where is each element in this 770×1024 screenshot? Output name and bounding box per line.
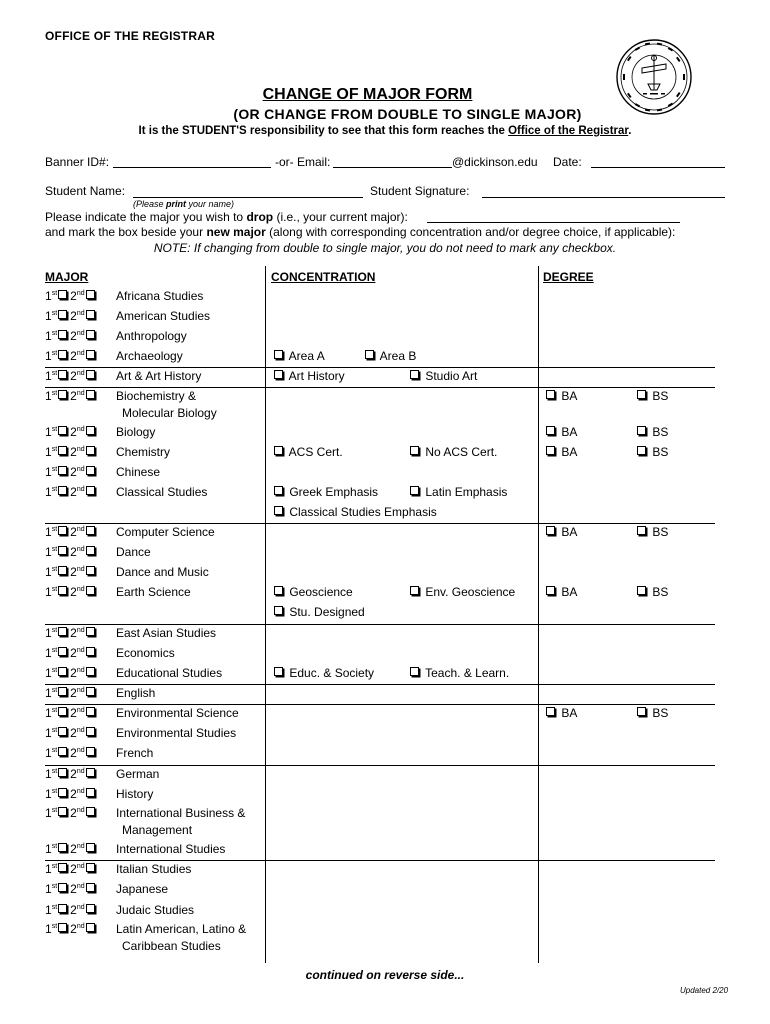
major-name-continued: Molecular Biology bbox=[122, 406, 217, 420]
form-subtitle: (OR CHANGE FROM DOUBLE TO SINGLE MAJOR) bbox=[233, 106, 582, 122]
second-choice-checkbox bbox=[86, 310, 95, 319]
first-choice-checkbox bbox=[58, 486, 67, 495]
row-divider bbox=[45, 704, 715, 705]
degree-option[interactable]: BA bbox=[545, 389, 577, 403]
first-choice-option[interactable]: 1st bbox=[45, 445, 70, 459]
email-field[interactable] bbox=[333, 167, 452, 168]
second-choice-option[interactable]: 2nd bbox=[70, 882, 97, 896]
second-choice-option[interactable]: 2nd bbox=[70, 309, 97, 323]
instructions bbox=[45, 210, 675, 240]
degree-checkbox bbox=[637, 390, 646, 399]
major-name: International Business & bbox=[116, 806, 246, 820]
first-choice-checkbox bbox=[58, 788, 67, 797]
major-choice-boxes[interactable] bbox=[45, 922, 98, 936]
email-label: -or- Email: bbox=[275, 155, 331, 169]
second-choice-option[interactable]: 2nd bbox=[70, 767, 97, 781]
major-choice-boxes[interactable] bbox=[45, 686, 98, 700]
second-choice-option[interactable]: 2nd bbox=[70, 445, 97, 459]
second-choice-option[interactable]: 2nd bbox=[70, 565, 97, 579]
degree-option[interactable]: BA bbox=[545, 425, 577, 439]
second-choice-checkbox bbox=[86, 687, 95, 696]
second-choice-option[interactable]: 2nd bbox=[70, 706, 97, 720]
first-choice-checkbox bbox=[58, 883, 67, 892]
major-name-continued: Caribbean Studies bbox=[122, 939, 221, 953]
second-choice-option[interactable]: 2nd bbox=[70, 903, 97, 917]
major-choice-boxes[interactable] bbox=[45, 425, 98, 439]
major-name: Biochemistry & bbox=[116, 389, 197, 403]
first-choice-checkbox bbox=[58, 390, 67, 399]
second-choice-option[interactable]: 2nd bbox=[70, 666, 97, 680]
continued-note: continued on reverse side... bbox=[305, 968, 465, 982]
second-choice-checkbox bbox=[86, 426, 95, 435]
first-choice-option[interactable]: 1st bbox=[45, 565, 70, 579]
first-choice-checkbox bbox=[58, 586, 67, 595]
major-name: Environmental Studies bbox=[116, 726, 237, 740]
first-choice-option[interactable]: 1st bbox=[45, 842, 70, 856]
major-name: Biology bbox=[116, 425, 156, 439]
student-signature-label: Student Signature: bbox=[370, 184, 470, 198]
date-field[interactable] bbox=[591, 167, 725, 168]
first-choice-option[interactable]: 1st bbox=[45, 806, 70, 820]
student-signature-field[interactable] bbox=[482, 197, 725, 198]
degree-option[interactable]: BA bbox=[545, 706, 577, 720]
concentration-option[interactable]: Geoscience bbox=[273, 585, 353, 599]
second-choice-option[interactable]: 2nd bbox=[70, 646, 97, 660]
row-divider bbox=[45, 624, 715, 625]
major-choice-boxes[interactable] bbox=[45, 445, 98, 459]
concentration-checkbox bbox=[274, 350, 283, 359]
second-choice-option[interactable]: 2nd bbox=[70, 862, 97, 876]
major-choice-boxes[interactable] bbox=[45, 349, 98, 363]
major-choice-boxes[interactable] bbox=[45, 806, 98, 820]
form-title: CHANGE OF MAJOR FORM bbox=[262, 86, 473, 103]
concentration-checkbox bbox=[274, 486, 283, 495]
degree-option[interactable]: BA bbox=[545, 525, 577, 539]
date-label: Date: bbox=[553, 155, 582, 169]
degree-checkbox bbox=[546, 390, 555, 399]
second-choice-option[interactable]: 2nd bbox=[70, 686, 97, 700]
concentration-option[interactable]: Latin Emphasis bbox=[409, 485, 507, 499]
second-choice-checkbox bbox=[86, 647, 95, 656]
first-choice-option[interactable]: 1st bbox=[45, 726, 70, 740]
second-choice-option[interactable]: 2nd bbox=[70, 369, 97, 383]
major-name: Computer Science bbox=[116, 525, 215, 539]
degree-checkbox bbox=[637, 526, 646, 535]
major-choice-boxes[interactable] bbox=[45, 706, 98, 720]
degree-column-header: DEGREE bbox=[543, 270, 594, 284]
degree-option[interactable]: BS bbox=[636, 706, 668, 720]
first-choice-option[interactable]: 1st bbox=[45, 626, 70, 640]
major-choice-boxes[interactable] bbox=[45, 666, 98, 680]
first-choice-checkbox bbox=[58, 370, 67, 379]
degree-option[interactable]: BA bbox=[545, 585, 577, 599]
major-name: French bbox=[116, 746, 154, 760]
major-choice-boxes[interactable] bbox=[45, 289, 98, 303]
second-choice-option[interactable]: 2nd bbox=[70, 465, 97, 479]
degree-checkbox bbox=[637, 707, 646, 716]
concentration-checkbox bbox=[410, 446, 419, 455]
major-name: Chinese bbox=[116, 465, 161, 479]
first-choice-checkbox bbox=[58, 843, 67, 852]
second-choice-checkbox bbox=[86, 883, 95, 892]
degree-option[interactable]: BS bbox=[636, 525, 668, 539]
first-choice-checkbox bbox=[58, 747, 67, 756]
concentration-checkbox bbox=[274, 370, 283, 379]
first-choice-option[interactable]: 1st bbox=[45, 349, 70, 363]
degree-checkbox bbox=[637, 586, 646, 595]
second-choice-checkbox bbox=[86, 526, 95, 535]
concentration-option[interactable]: Art History bbox=[273, 369, 345, 383]
first-choice-option[interactable]: 1st bbox=[45, 706, 70, 720]
concentration-option[interactable]: Env. Geoscience bbox=[409, 585, 515, 599]
double-major-note: NOTE: If changing from double to single major, you do not need to mark any checkbox. bbox=[153, 241, 617, 255]
second-choice-checkbox bbox=[86, 667, 95, 676]
first-choice-option[interactable]: 1st bbox=[45, 585, 70, 599]
first-choice-checkbox bbox=[58, 904, 67, 913]
email-domain: @dickinson.edu bbox=[452, 155, 538, 169]
first-choice-option[interactable]: 1st bbox=[45, 922, 70, 936]
concentration-checkbox bbox=[365, 350, 374, 359]
second-choice-checkbox bbox=[86, 863, 95, 872]
degree-checkbox bbox=[546, 426, 555, 435]
major-name: Archaeology bbox=[116, 349, 183, 363]
row-divider bbox=[45, 367, 715, 368]
concentration-option[interactable]: Educ. & Society bbox=[273, 666, 374, 680]
second-choice-option[interactable]: 2nd bbox=[70, 425, 97, 439]
major-choice-boxes[interactable] bbox=[45, 787, 98, 801]
second-choice-checkbox bbox=[86, 727, 95, 736]
first-choice-checkbox bbox=[58, 707, 67, 716]
concentration-option[interactable]: Stu. Designed bbox=[273, 605, 365, 619]
concentration-option[interactable]: Greek Emphasis bbox=[273, 485, 378, 499]
second-choice-checkbox bbox=[86, 586, 95, 595]
first-choice-checkbox bbox=[58, 863, 67, 872]
major-column-header: MAJOR bbox=[45, 270, 89, 284]
second-choice-checkbox bbox=[86, 330, 95, 339]
concentration-checkbox bbox=[274, 506, 283, 515]
major-choice-boxes[interactable] bbox=[45, 862, 98, 876]
first-choice-option[interactable]: 1st bbox=[45, 666, 70, 680]
major-choice-boxes[interactable] bbox=[45, 329, 98, 343]
major-name: Earth Science bbox=[116, 585, 191, 599]
college-seal-icon bbox=[615, 38, 693, 116]
current-major-field[interactable] bbox=[427, 222, 680, 223]
concentration-option[interactable]: Classical Studies Emphasis bbox=[273, 505, 437, 519]
major-choice-boxes[interactable] bbox=[45, 545, 98, 559]
second-choice-checkbox bbox=[86, 546, 95, 555]
major-choice-boxes[interactable] bbox=[45, 465, 98, 479]
first-choice-option[interactable]: 1st bbox=[45, 465, 70, 479]
new-major-instruction: and mark the box beside your new major (along with corresponding concentration and/or degree choice, if applicable): bbox=[45, 225, 676, 239]
first-choice-option[interactable]: 1st bbox=[45, 425, 70, 439]
first-choice-checkbox bbox=[58, 466, 67, 475]
second-choice-checkbox bbox=[86, 350, 95, 359]
major-name: Italian Studies bbox=[116, 862, 192, 876]
second-choice-checkbox bbox=[86, 290, 95, 299]
second-choice-checkbox bbox=[86, 466, 95, 475]
second-choice-option[interactable]: 2nd bbox=[70, 746, 97, 760]
row-divider bbox=[45, 387, 715, 388]
major-choice-boxes[interactable] bbox=[45, 842, 98, 856]
major-name: Judaic Studies bbox=[116, 903, 195, 917]
first-choice-option[interactable]: 1st bbox=[45, 329, 70, 343]
degree-checkbox bbox=[546, 586, 555, 595]
major-choice-boxes[interactable] bbox=[45, 369, 98, 383]
responsibility-text: It is the STUDENT'S responsibility to see that this form reaches the bbox=[138, 125, 509, 137]
major-choice-boxes[interactable] bbox=[45, 767, 98, 781]
major-name: Latin American, Latino & bbox=[116, 922, 247, 936]
first-choice-checkbox bbox=[58, 290, 67, 299]
concentration-option[interactable]: Area B bbox=[364, 349, 416, 363]
first-choice-checkbox bbox=[58, 446, 67, 455]
first-choice-checkbox bbox=[58, 426, 67, 435]
concentration-option[interactable]: Area A bbox=[273, 349, 325, 363]
major-name: German bbox=[116, 767, 160, 781]
second-choice-checkbox bbox=[86, 843, 95, 852]
second-choice-option[interactable]: 2nd bbox=[70, 545, 97, 559]
first-choice-option[interactable]: 1st bbox=[45, 309, 70, 323]
second-choice-option[interactable]: 2nd bbox=[70, 389, 97, 403]
concentration-checkbox bbox=[274, 606, 283, 615]
first-choice-checkbox bbox=[58, 807, 67, 816]
drop-instruction: Please indicate the major you wish to drop (i.e., your current major): bbox=[45, 210, 408, 224]
row-divider bbox=[45, 765, 715, 766]
major-choice-boxes[interactable] bbox=[45, 565, 98, 579]
major-name: Dance and Music bbox=[116, 565, 209, 579]
major-choice-boxes[interactable] bbox=[45, 485, 98, 499]
major-choice-boxes[interactable] bbox=[45, 389, 98, 403]
first-choice-option[interactable]: 1st bbox=[45, 485, 70, 499]
row-divider bbox=[45, 860, 715, 861]
degree-checkbox bbox=[546, 526, 555, 535]
major-name-continued: Management bbox=[122, 823, 193, 837]
major-name: Environmental Science bbox=[116, 706, 239, 720]
second-choice-option[interactable]: 2nd bbox=[70, 329, 97, 343]
major-name: International Studies bbox=[116, 842, 226, 856]
responsibility-period: . bbox=[628, 125, 632, 137]
concentration-option[interactable]: Teach. & Learn. bbox=[409, 666, 509, 680]
column-divider bbox=[265, 266, 266, 963]
first-choice-option[interactable]: 1st bbox=[45, 882, 70, 896]
first-choice-checkbox bbox=[58, 350, 67, 359]
first-choice-checkbox bbox=[58, 566, 67, 575]
second-choice-option[interactable]: 2nd bbox=[70, 585, 97, 599]
major-name: English bbox=[116, 686, 156, 700]
second-choice-checkbox bbox=[86, 370, 95, 379]
second-choice-checkbox bbox=[86, 446, 95, 455]
major-choice-boxes[interactable] bbox=[45, 525, 98, 539]
first-choice-option[interactable]: 1st bbox=[45, 787, 70, 801]
second-choice-option[interactable]: 2nd bbox=[70, 726, 97, 740]
first-choice-checkbox bbox=[58, 667, 67, 676]
banner-id-field[interactable] bbox=[113, 167, 271, 168]
major-choice-boxes[interactable] bbox=[45, 585, 98, 599]
degree-option[interactable]: BS bbox=[636, 585, 668, 599]
second-choice-option[interactable]: 2nd bbox=[70, 787, 97, 801]
concentration-checkbox bbox=[274, 667, 283, 676]
major-name: Africana Studies bbox=[116, 289, 204, 303]
major-choice-boxes[interactable] bbox=[45, 626, 98, 640]
second-choice-option[interactable]: 2nd bbox=[70, 842, 97, 856]
updated-date: Updated 2/20 bbox=[680, 986, 729, 995]
student-name-field[interactable] bbox=[133, 197, 363, 198]
first-choice-checkbox bbox=[58, 330, 67, 339]
first-choice-option[interactable]: 1st bbox=[45, 686, 70, 700]
degree-checkbox bbox=[637, 446, 646, 455]
second-choice-option[interactable]: 2nd bbox=[70, 349, 97, 363]
second-choice-checkbox bbox=[86, 923, 95, 932]
concentration-checkbox bbox=[410, 486, 419, 495]
student-name-label: Student Name: bbox=[45, 184, 126, 198]
second-choice-checkbox bbox=[86, 768, 95, 777]
first-choice-checkbox bbox=[58, 310, 67, 319]
first-choice-checkbox bbox=[58, 923, 67, 932]
major-name: Economics bbox=[116, 646, 175, 660]
major-choice-boxes[interactable] bbox=[45, 726, 98, 740]
first-choice-option[interactable]: 1st bbox=[45, 289, 70, 303]
concentration-column-header: CONCENTRATION bbox=[271, 270, 376, 284]
major-name: Chemistry bbox=[116, 445, 171, 459]
second-choice-option[interactable]: 2nd bbox=[70, 525, 97, 539]
second-choice-checkbox bbox=[86, 390, 95, 399]
concentration-checkbox bbox=[274, 446, 283, 455]
first-choice-option[interactable]: 1st bbox=[45, 646, 70, 660]
row-divider bbox=[45, 684, 715, 685]
major-choice-boxes[interactable] bbox=[45, 903, 98, 917]
degree-checkbox bbox=[637, 426, 646, 435]
concentration-checkbox bbox=[274, 586, 283, 595]
first-choice-checkbox bbox=[58, 768, 67, 777]
concentration-option[interactable]: No ACS Cert. bbox=[409, 445, 497, 459]
degree-checkbox bbox=[546, 707, 555, 716]
degree-option[interactable]: BA bbox=[545, 445, 577, 459]
major-name: East Asian Studies bbox=[116, 626, 217, 640]
first-choice-option[interactable]: 1st bbox=[45, 389, 70, 403]
second-choice-option[interactable]: 2nd bbox=[70, 289, 97, 303]
second-choice-option[interactable]: 2nd bbox=[70, 485, 97, 499]
major-name: Japanese bbox=[116, 882, 169, 896]
major-name: Educational Studies bbox=[116, 666, 223, 680]
first-choice-checkbox bbox=[58, 647, 67, 656]
banner-id-label: Banner ID#: bbox=[45, 155, 110, 169]
degree-option[interactable]: BS bbox=[636, 389, 668, 403]
first-choice-option[interactable]: 1st bbox=[45, 525, 70, 539]
degree-checkbox bbox=[546, 446, 555, 455]
second-choice-checkbox bbox=[86, 807, 95, 816]
first-choice-checkbox bbox=[58, 546, 67, 555]
first-choice-option[interactable]: 1st bbox=[45, 903, 70, 917]
second-choice-checkbox bbox=[86, 747, 95, 756]
first-choice-option[interactable]: 1st bbox=[45, 862, 70, 876]
major-choice-boxes[interactable] bbox=[45, 882, 98, 896]
second-choice-checkbox bbox=[86, 707, 95, 716]
second-choice-checkbox bbox=[86, 788, 95, 797]
first-choice-option[interactable]: 1st bbox=[45, 746, 70, 760]
major-name: Dance bbox=[116, 545, 151, 559]
second-choice-option[interactable]: 2nd bbox=[70, 922, 97, 936]
office-heading: OFFICE OF THE REGISTRAR bbox=[45, 29, 215, 43]
concentration-option[interactable]: ACS Cert. bbox=[273, 445, 343, 459]
first-choice-checkbox bbox=[58, 687, 67, 696]
row-divider bbox=[45, 523, 715, 524]
second-choice-checkbox bbox=[86, 627, 95, 636]
registrar-office-text: Office of the Registrar bbox=[508, 125, 629, 137]
concentration-checkbox bbox=[410, 586, 419, 595]
first-choice-option[interactable]: 1st bbox=[45, 545, 70, 559]
major-choice-boxes[interactable] bbox=[45, 309, 98, 323]
major-choice-boxes[interactable] bbox=[45, 746, 98, 760]
degree-option[interactable]: BS bbox=[636, 425, 668, 439]
first-choice-checkbox bbox=[58, 526, 67, 535]
first-choice-option[interactable]: 1st bbox=[45, 767, 70, 781]
second-choice-checkbox bbox=[86, 486, 95, 495]
major-name: History bbox=[116, 787, 154, 801]
column-divider bbox=[538, 266, 539, 963]
responsibility-note bbox=[0, 125, 770, 137]
concentration-checkbox bbox=[410, 667, 419, 676]
major-name: Art & Art History bbox=[116, 369, 202, 383]
degree-option[interactable]: BS bbox=[636, 445, 668, 459]
second-choice-option[interactable]: 2nd bbox=[70, 626, 97, 640]
concentration-checkbox bbox=[410, 370, 419, 379]
first-choice-option[interactable]: 1st bbox=[45, 369, 70, 383]
second-choice-checkbox bbox=[86, 566, 95, 575]
print-name-note: (Please print your name) bbox=[133, 199, 235, 209]
major-name: Classical Studies bbox=[116, 485, 208, 499]
first-choice-checkbox bbox=[58, 627, 67, 636]
major-name: American Studies bbox=[116, 309, 211, 323]
first-choice-checkbox bbox=[58, 727, 67, 736]
second-choice-checkbox bbox=[86, 904, 95, 913]
second-choice-option[interactable]: 2nd bbox=[70, 806, 97, 820]
major-choice-boxes[interactable] bbox=[45, 646, 98, 660]
concentration-option[interactable]: Studio Art bbox=[409, 369, 477, 383]
major-name: Anthropology bbox=[116, 329, 187, 343]
